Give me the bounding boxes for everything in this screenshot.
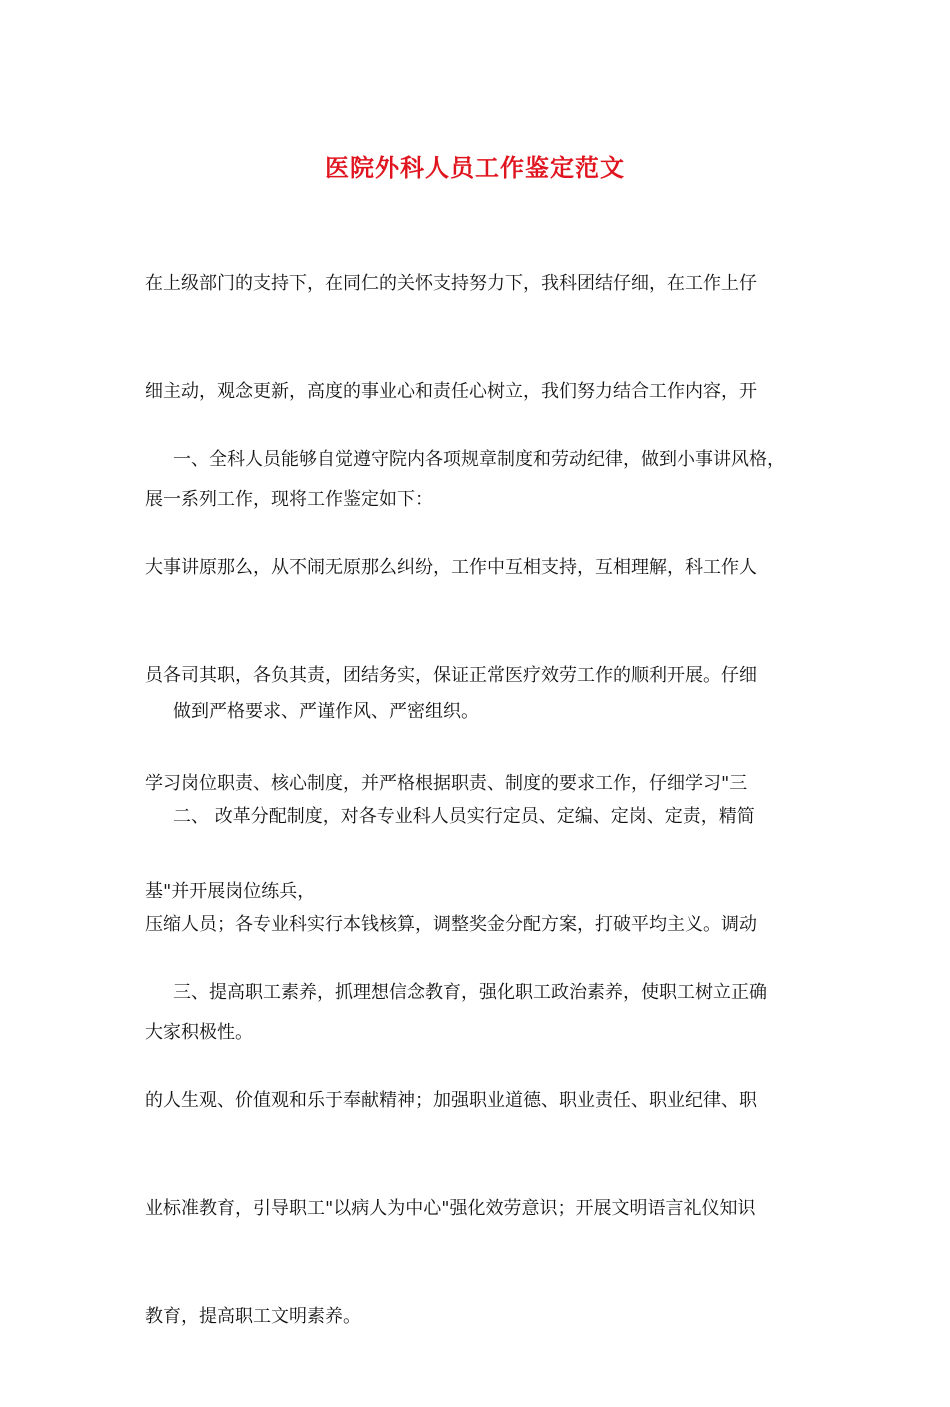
section-2-line: 压缩人员；各专业科实行本钱核算，调整奖金分配方案，打破平均主义。调动 [145,914,757,935]
section-2-line: 二、 改革分配制度，对各专业科人员实行定员、定编、定岗、定责，精简 [173,806,755,827]
section-1-line: 员各司其职，各负其责，团结务实，保证正常医疗效劳工作的顺利开展。仔细 [145,665,757,686]
intro-line: 展一系列工作，现将工作鉴定如下： [145,489,433,510]
section-3-line: 业标准教育，引导职工"以病人为中心"强化效劳意识；开展文明语言礼仪知识 [145,1198,756,1219]
section-3-paragraph [145,903,810,1407]
section-1-line: 一、全科人员能够自觉遵守院内各项规章制度和劳动纪律，做到小事讲风格， [173,449,785,470]
document-title: 医院外科人员工作鉴定范文 [325,153,625,182]
section-3-line: 的人生观、价值观和乐于奉献精神；加强职业道德、职业责任、职业纪律、职 [145,1090,757,1111]
intro-line: 在上级部门的支持下，在同仁的关怀支持努力下，我科团结仔细，在工作上仔 [145,273,757,294]
section-3-line: 三、提高职工素养，抓理想信念教育，强化职工政治素养，使职工树立正确 [173,982,767,1003]
section-1-line: 学习岗位职责、核心制度，并严格根据职责、制度的要求工作，仔细学习"三 [145,773,748,794]
intro-line: 细主动，观念更新，高度的事业心和责任心树立，我们努力结合工作内容，开 [145,381,757,402]
section-3-line: 教育，提高职工文明素养。 [145,1306,361,1327]
section-1-line: 大事讲原那么，从不闹无原那么纠纷，工作中互相支持，互相理解，科工作人 [145,557,757,578]
section-1-cont-line: 做到严格要求、严谨作风、严密组织。 [173,701,479,722]
section-2-line: 大家积极性。 [145,1022,253,1043]
section-1-line: 基"并开展岗位练兵， [145,881,316,902]
